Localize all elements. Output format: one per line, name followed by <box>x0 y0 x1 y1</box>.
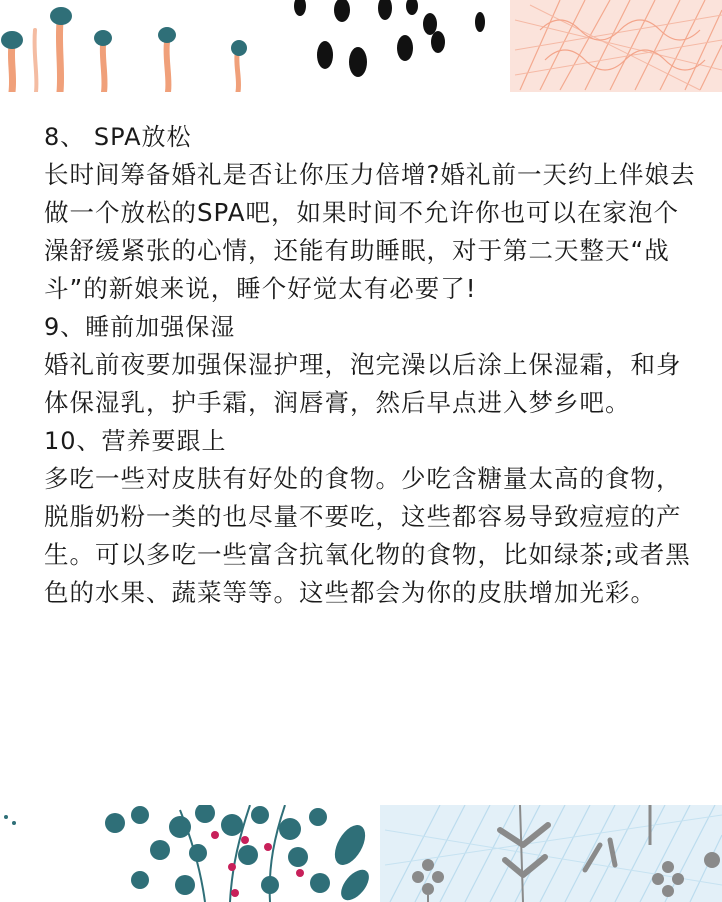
section-moisturize <box>44 308 704 422</box>
section-spa <box>44 118 704 308</box>
teal-berry-branches <box>4 805 374 902</box>
section-paragraph: 多吃一些对皮肤有好处的食物。少吃含糖量太高的食物，脱脂奶粉一类的也尽量不要吃，这些都容易导致痘痘的产生。可以多吃一些富含抗氧化物的食物，比如绿茶;或者黑色的水果、蔬菜等等。这些都会为你的皮肤增加光彩。 <box>44 464 691 607</box>
section-title: 8、 SPA放松 <box>44 123 192 151</box>
article-body <box>44 118 704 612</box>
section-title: 9、睡前加强保湿 <box>44 313 236 341</box>
section-title: 10、营养要跟上 <box>44 427 227 455</box>
top-decorative-banner <box>0 0 722 92</box>
section-paragraph: 婚礼前夜要加强保湿护理，泡完澡以后涂上保湿霜，和身体保湿乳，护手霜，润唇膏，然后早点进入梦乡吧。 <box>44 350 682 417</box>
section-paragraph: 长时间筹备婚礼是否让你压力倍增?婚礼前一天约上伴娘去做一个放松的SPA吧，如果时间不允许你也可以在家泡个澡舒缓紧张的心情，还能有助睡眠，对于第二天整天“战斗”的新娘来说，睡个好觉太有必要了! <box>44 160 696 303</box>
pink-scribble-pattern <box>510 0 722 92</box>
black-leaf-shapes <box>294 0 485 77</box>
teal-flower-stems <box>1 7 247 92</box>
section-nutrition <box>44 422 704 612</box>
botanical-illustration <box>0 805 722 902</box>
bottom-decorative-banner <box>0 805 722 902</box>
floral-illustration <box>0 0 722 92</box>
